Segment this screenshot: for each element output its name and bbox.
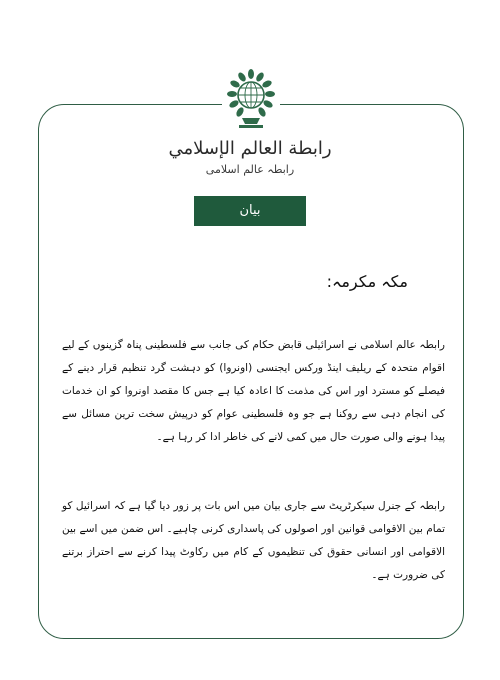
globe-emblem-icon [224,68,278,132]
org-name-urdu: رابطہ عالم اسلامی [205,163,295,176]
statement-paragraph-2: رابطہ کے جنرل سیکرٹریٹ سے جاری بیان میں اس بات پر زور دیا گیا ہے کہ اسرائیل کو تمام بین الاقوامی قوانین اور اصولوں کی پاسداری کرنی چاہیے۔ اس ضمن میں اسے بین الاقوامی اور انسانی حقوق کی تنظیموں کے کام میں رکاوٹ پیدا کرنے سے احتراز برتنے کی ضرورت ہے۔ [62,499,445,581]
emblem-container [222,66,280,138]
dateline-location: مکہ مکرمہ: [326,272,408,291]
statement-banner-label: بیان [239,203,261,218]
statement-banner [194,196,306,226]
statement-paragraph-1: رابطہ عالم اسلامی نے اسرائیلی قابض حکام کی جانب سے فلسطینی پناہ گزینوں کے لیے اقوام متحدہ کے ریلیف اینڈ ورکس ایجنسی (اونروا) کو دہشت گرد تنظیم قرار دینے کے فیصلے کو مسترد اور اس کی مذمت کا اعادہ کیا ہے جس کا مقصد اونروا کو ان خدمات کی انجام دہی سے روکنا ہے جو وہ فلسطینی عوام کو درپیش سخت ترین مسائل سے پیدا ہونے والی صورت حال میں کمی لانے کی خاطر ادا کر رہا ہے۔ [62,338,445,443]
org-name-arabic: رابطة العالم الإسلامي [168,138,332,159]
